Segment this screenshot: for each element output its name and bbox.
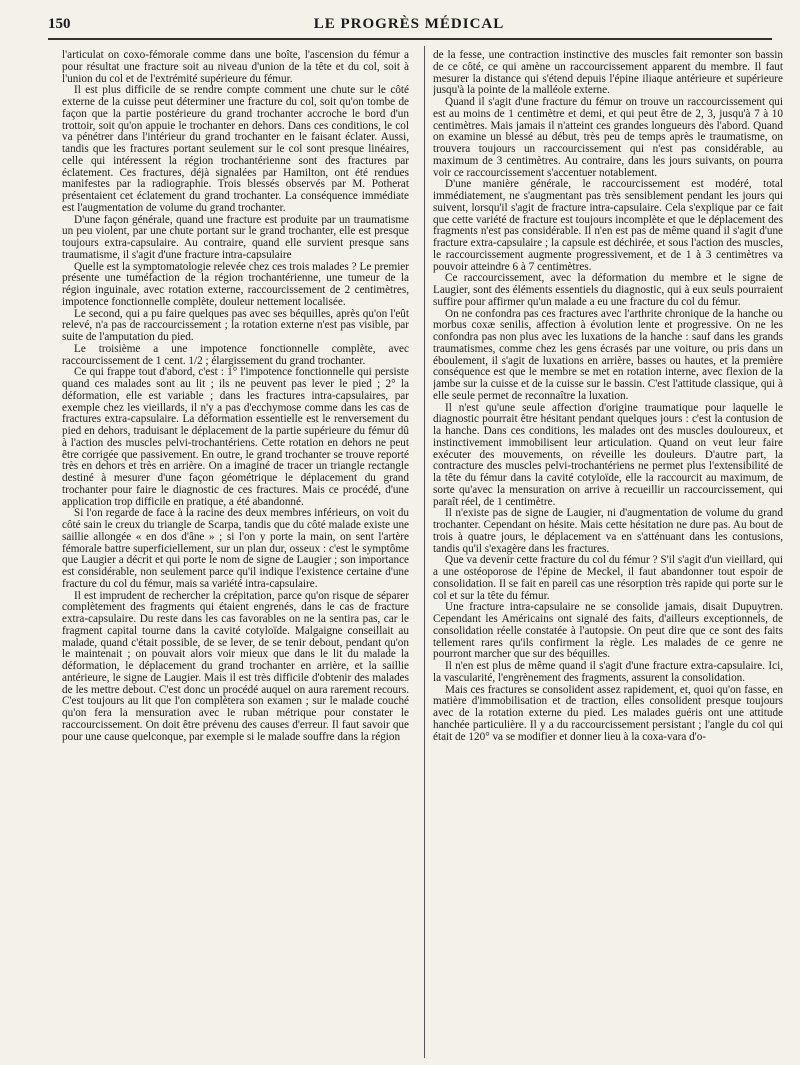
paragraph: Que va devenir cette fracture du col du fémur ? S'il s'agit d'un vieillard, qui a une ostéoporose de l'épine de Meckel, il faut abandonner tout espoir de consolidation. Il se fait en pareil cas une résorption très rapide qui porte sur le col et sur la tête du fémur. xyxy=(433,554,783,602)
paragraph: D'une manière générale, le raccourcissement est modéré, total immédiatement, ne s'augmentant pas très sensiblement pendant les jours qui suivent, lorsqu'il s'agit de fracture intra-capsulaire. Cela s'explique par ce fait que cette variété de fracture est toujours incomplète et que le déplacement des fragments n'est pas considérable. Il n'en est pas de même quand il s'agit d'une fracture extra-capsulaire ; la capsule est déchirée, et sous l'action des muscles, le raccourcissement augmente progressivement, et de 1 à 3 centimètres va pouvoir atteindre 6 à 7 centimètres. xyxy=(433,178,783,273)
page-header xyxy=(48,14,770,40)
paragraph: Le troisième a une impotence fonctionnelle complète, avec raccourcissement de 1 cent. 1/2 ; élargissement du grand trochanter. xyxy=(62,342,409,367)
paragraph: Il est plus difficile de se rendre compte comment une chute sur le côté externe de la cuisse peut déterminer une fracture du col, soit qu'on tombe de façon que la partie postérieure du grand trochanter accroche le bord d'un trottoir, soit qu'on appuie le trochanter en dehors. Dans ces conditions, le col va pénétrer dans l'intérieur du grand trochanter en le faisant éclater. Aussi, tandis que les fractures portant seulement sur le col sont presque linéaires, celle qui intéressent la région trochantérienne sont des fractures par éclatement. Ces fractures, déjà signalées par Hamilton, ont été rendues manifestes par la radiographie. Trois blessés observés par M. Potherat présentaient cet éclatement du grand trochanter. La conséquence immédiate est l'augmentation de volume du grand trochanter. xyxy=(62,84,409,214)
paragraph: Il n'est qu'une seule affection d'origine traumatique pour laquelle le diagnostic pourrait être hésitant pendant quelques jours : c'est la contusion de la hanche. Dans ces conditions, les malades ont des muscles douloureux, et instinctivement immobilisent leur articulation. Quand on veut leur faire exécuter des mouvements, on réveille les douleurs. D'autre part, la contracture des muscles pelvi-trochantériens ne permet plus l'extensibilité de la tête du fémur dans la cavité cotyloïde, elle la raccourcit au maximum, de sorte qu'avec la mensuration on arrive à recueillir un raccourcissement, qui paraît réel, de 1 centimètre. xyxy=(433,401,783,508)
paragraph: Si l'on regarde de face à la racine des deux membres inférieurs, on voit du côté sain le creux du triangle de Scarpa, tandis que du côté malade existe une saillie allongée « en dos d'âne » ; si l'on y porte la main, on sent l'artère fémorale battre superficiellement, sur un plan dur, osseux : c'est le symptôme que Laugier a décrit et qui porte le nom de signe de Laugier ; son importance est considérable, non seulement parce qu'il indique l'existence certaine d'une fracture du col du fémur, mais sa variété intra-capsulaire. xyxy=(62,507,409,590)
page-number: 150 xyxy=(48,16,71,32)
paragraph: Quand il s'agit d'une fracture du fémur on trouve un raccourcissement qui est au moins de 1 centimètre et demi, et qui peut être de 2, 3, jusqu'à 7 à 10 centimètres. Mais jamais il n'atteint ces grandes longueurs dès l'abord. Quand on examine un blessé au début, très peu de temps après le traumatisme, on trouvera toujours un raccourcissement qui n'est pas considérable, au maximum de 3 centimètres. Au contraire, dans les jours suivants, on pourra voir ce raccourcissement s'accentuer notablement. xyxy=(433,96,783,179)
header-rule xyxy=(48,38,772,40)
paragraph: Il n'existe pas de signe de Laugier, ni d'augmentation de volume du grand trochanter. Cependant on hésite. Mais cette hésitation ne dure pas. Au bout de trois à quatre jours, le déplacement va en s'atténuant dans les contusions, tandis qu'il s'exagère dans les fractures. xyxy=(433,507,783,555)
column-separator xyxy=(424,46,425,1058)
journal-title: LE PROGRÈS MÉDICAL xyxy=(313,16,505,32)
paragraph: l'articulat on coxo-fémorale comme dans une boîte, l'ascension du fémur a pour résultat une fracture soit au niveau d'union de la tête et du col, soit à l'union du col et de l'extrémité supérieure du fémur. xyxy=(62,50,409,85)
paragraph: D'une façon générale, quand une fracture est produite par un traumatisme un peu violent, par une chute portant sur le grand trochanter, elle est presque toujours extra-capsulaire. Au contraire, quand elle survient presque sans traumatisme, il s'agit d'une fracture intra-capsulaire xyxy=(62,213,409,261)
paragraph: Quelle est la symptomatologie relevée chez ces trois malades ? Le premier présente une tuméfaction de la région trochantérienne, une tumeur de la région inguinale, avec rotation externe, raccourcissement de 2 centimètres, impotence fonctionnelle complète, douleur nettement localisée. xyxy=(62,260,409,308)
paragraph: Mais ces fractures se consolident assez rapidement, et, quoi qu'on fasse, en matière d'immobilisation et de traction, elles consolident presque toujours avec de la rotation externe du pied. Les malades guéris ont une attitude hanchée particulière. Il y a du raccourcissement persistant ; l'angle du col qui était de 120° va se modifier et donner lieu à la coxa-vara d'o- xyxy=(433,683,783,743)
paragraph: Il n'en est plus de même quand il s'agit d'une fracture extra-capsulaire. Ici, la vascularité, l'engrènement des fragments, assurent la consolidation. xyxy=(433,660,783,684)
paragraph: On ne confondra pas ces fractures avec l'arthrite chronique de la hanche ou morbus coxæ senilis, affection à évolution lente et progressive. On ne les confondra pas non plus avec les luxations de la hanche : sauf dans les grands traumatismes, comme chez les gens écrasés par une voiture, ou pris dans un éboulement, il s'agit de luxations en arrière, basses ou hautes, et la première conséquence est que le membre se met en rotation interne, avec flexion de la jambe sur la cuisse et de la cuisse sur le bassin. C'est l'attitude classique, qui à elle seule permet de reconnaître la luxation. xyxy=(433,307,783,402)
right-column xyxy=(433,50,783,1058)
paragraph: Ce raccourcissement, avec la déformation du membre et le signe de Laugier, sont des éléments essentiels du diagnostic, qui à eux seuls pourraient suffire pour affirmer qu'un malade a eu une fracture du col du fémur. xyxy=(433,272,783,308)
paragraph: Il est imprudent de rechercher la crépitation, parce qu'on risque de séparer complètement des fragments qui étaient engrenés, dans le cas de fracture extra-capsulaire. Du reste dans les cas favorables on ne la sentira pas, car le fragment capital tourne dans la cavité cotyloïde. Malgaigne conseillait au malade, quand c'était possible, de se lever, de se tenir debout, pendant qu'on le maintenait ; on pouvait alors voir mieux que dans le lit du malade la déformation, le déplacement du grand trochanter en arrière, et la saillie antérieure, le signe de Laugier. Mais il est très difficile d'obtenir des malades de les mettre debout. C'est donc un procédé auquel on aura rarement recours. C'est toujours au lit que l'on complètera son examen ; sur le malade couché qu'on fera la mensuration avec le ruban métrique pour constater le raccourcissement. On doit être prévenu des causes d'erreur. Il faut savoir que pour une cause quelconque, par exemple si le malade souffre dans la région xyxy=(62,589,409,743)
left-column xyxy=(62,50,409,1058)
paragraph: Ce qui frappe tout d'abord, c'est : 1° l'impotence fonctionnelle qui persiste quand ces malades sont au lit ; ils ne peuvent pas lever le pied ; 2° la déformation, elle est variable ; dans les fractures intra-capsulaires, par exemple chez les vieillards, il n'y a pas d'ecchymose comme dans les cas de fractures extra-capsulaire. La déformation essentielle est le renversement du pied en dehors, traduisant le déplacement de la partie supérieure du fémur dû à l'action des muscles pelvi-trochantériens. Cette rotation en dehors ne peut être corrigée que passivement. En outre, le grand trochanter se trouve reporté très en dehors et très en arrière. On a imaginé de tracer un triangle rectangle destiné à mesurer d'une façon géométrique le déplacement du grand trochanter pour faire le diagnostic de ces fractures. Mais ce procédé, d'une application trop difficile en pratique, a été abandonné. xyxy=(62,366,409,508)
paragraph: Le second, qui a pu faire quelques pas avec ses béquilles, après qu'on l'eût relevé, n'a pas de raccourcissement ; la rotation externe n'est pas visible, par suite de l'amputation du pied. xyxy=(62,307,409,343)
paragraph: de la fesse, une contraction instinctive des muscles fait remonter son bassin de ce côté, ce qui amène un raccourcissement apparent du membre. Il faut mesurer la distance qui s'étend depuis l'épine iliaque antérieure et supérieure jusqu'à la pointe de la malléole externe. xyxy=(433,50,783,97)
paragraph: Une fracture intra-capsulaire ne se consolide jamais, disait Dupuytren. Cependant les Américains ont signalé des faits, d'ailleurs exceptionnels, de consolidation réelle constatée à l'autopsie. On peut dire que ce sont des faits tellement rares qu'ils confirment la règle. Les malades de ce genre ne pourront marcher que sur des béquilles. xyxy=(433,601,783,661)
